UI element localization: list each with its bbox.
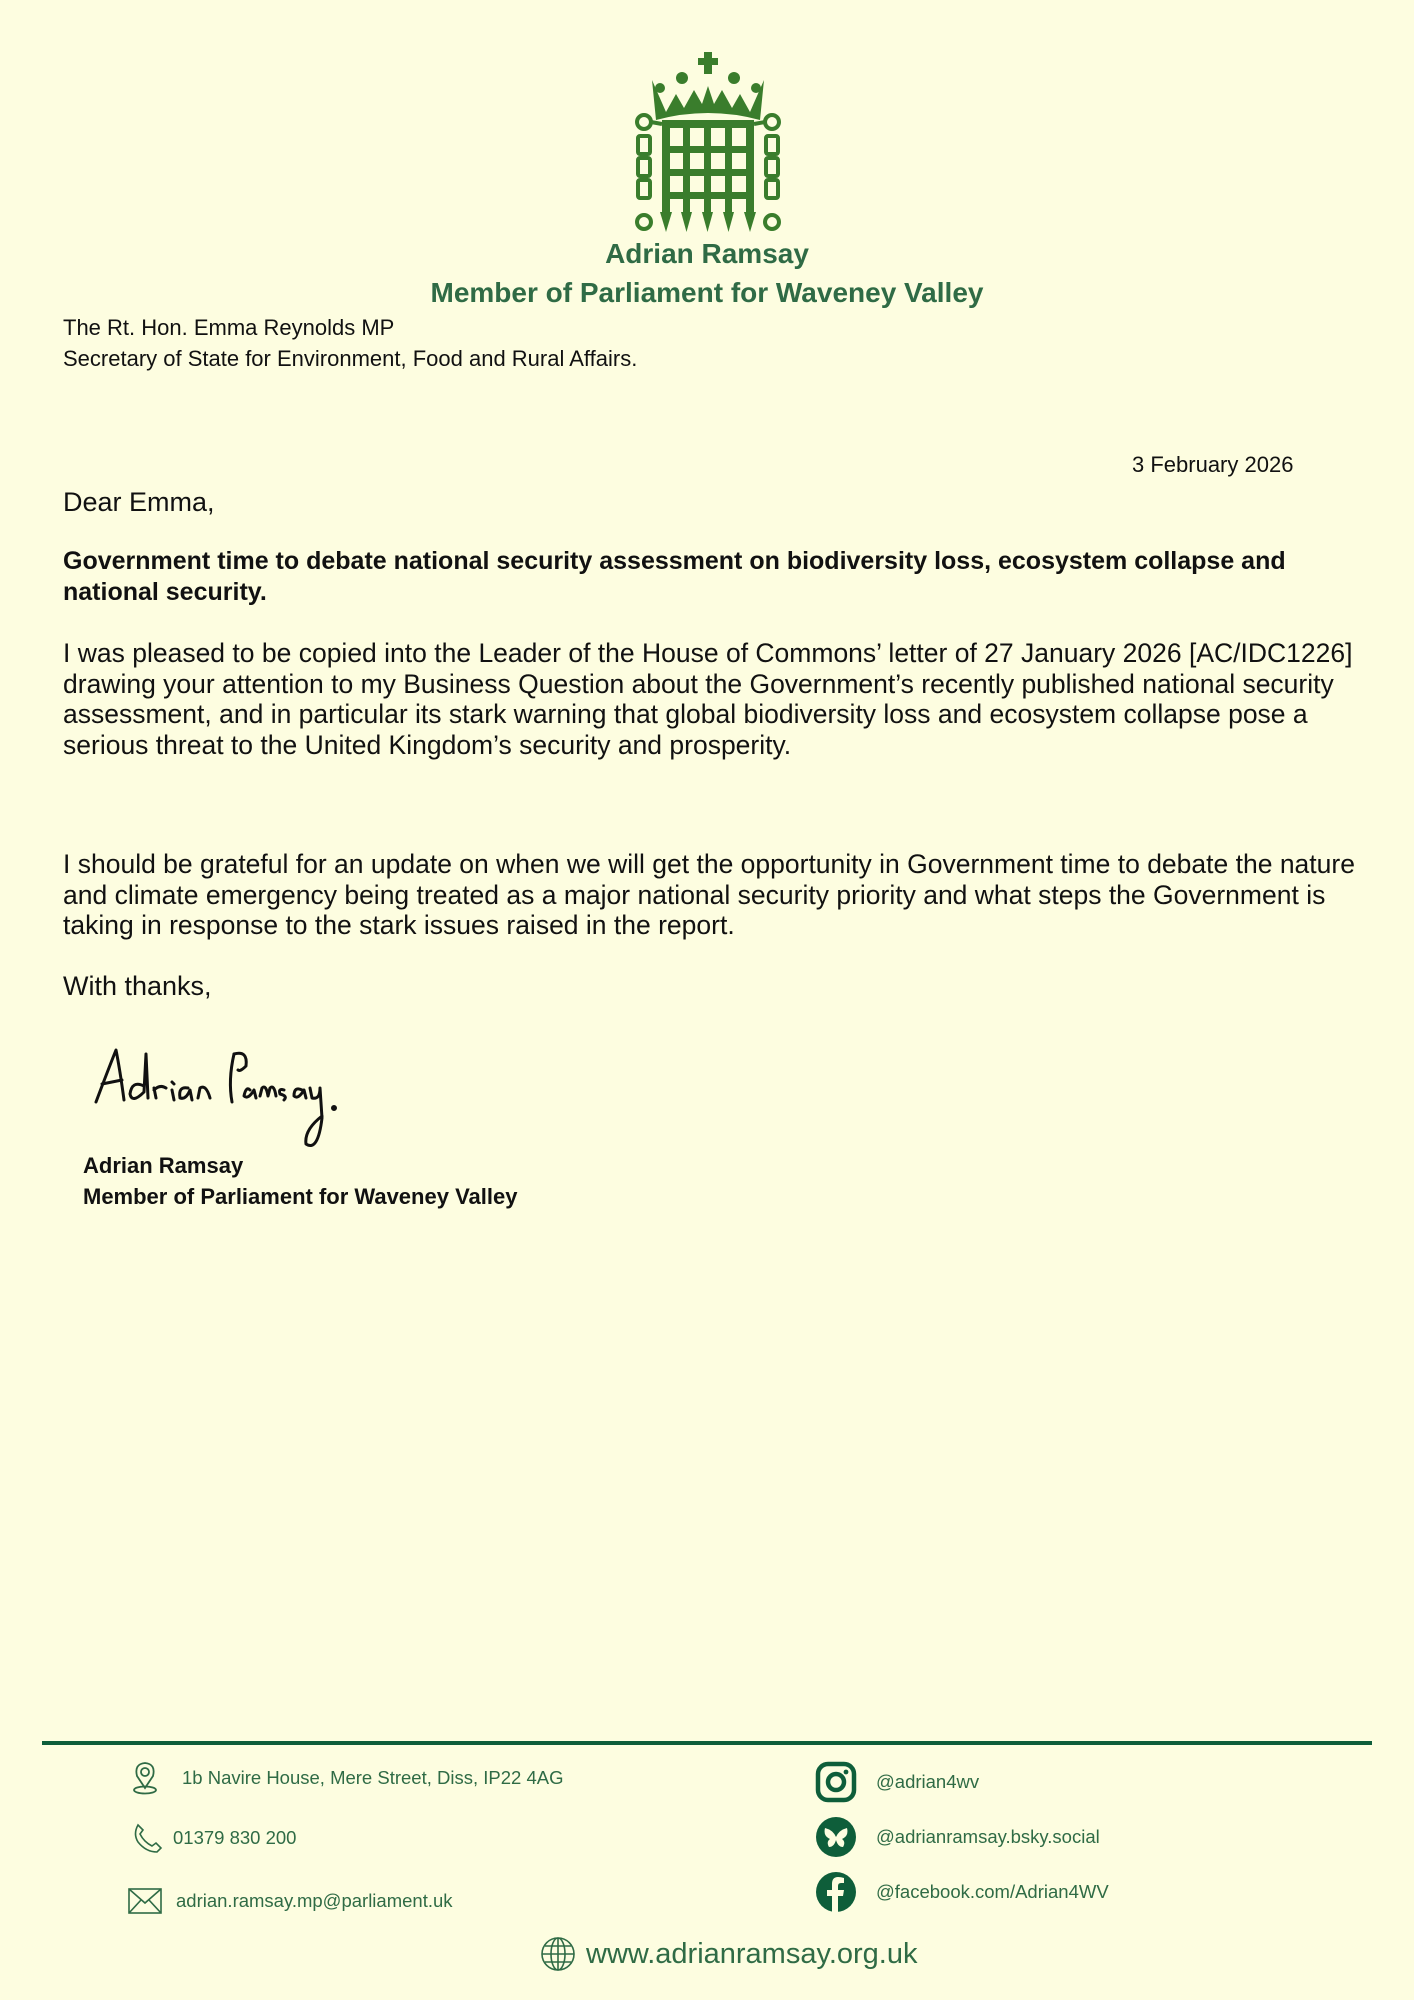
signatory-name: Adrian Ramsay <box>83 1153 244 1178</box>
signatory-title: Member of Parliament for Waveney Valley <box>83 1184 518 1209</box>
letterhead-name: Adrian Ramsay <box>605 238 809 269</box>
phone-text[interactable]: 01379 830 200 <box>173 1827 297 1848</box>
handwritten-signature <box>88 1040 388 1160</box>
subject-line: Government time to debate national security assessment on biodiversity loss, ecosystem collapse and national security. <box>63 547 1286 606</box>
footer-instagram[interactable] <box>815 1761 979 1803</box>
salutation: Dear Emma, <box>63 487 215 517</box>
envelope-icon <box>128 1888 162 1914</box>
footer-website[interactable] <box>540 1936 917 1972</box>
letter-date: 3 February 2026 <box>1132 452 1294 477</box>
globe-icon <box>540 1936 576 1972</box>
phone-icon <box>132 1822 164 1854</box>
recipient-block <box>63 312 637 374</box>
instagram-icon <box>815 1761 857 1803</box>
recipient-name: The Rt. Hon. Emma Reynolds MP <box>63 315 395 340</box>
footer-divider <box>42 1741 1372 1745</box>
body-paragraph-1: I was pleased to be copied into the Leader of the House of Commons’ letter of 27 January 2026 [AC/IDC1226] drawing your attention to my Business Question about the Government’s recently published national security assessment, and in particular its stark warning that global biodiversity loss and ecosystem collapse pose a serious threat to the United Kingdom’s security and prosperity. <box>63 638 1353 760</box>
letterhead-title: Member of Parliament for Waveney Valley <box>430 277 984 308</box>
footer-facebook[interactable] <box>815 1871 1109 1913</box>
footer-bluesky[interactable] <box>815 1816 1100 1858</box>
footer-address <box>130 1760 563 1796</box>
location-pin-icon <box>130 1760 160 1796</box>
footer-phone <box>132 1822 296 1854</box>
portcullis-crest-icon <box>632 50 784 238</box>
website-url[interactable]: www.adrianramsay.org.uk <box>586 1937 918 1970</box>
bluesky-handle[interactable]: @adrianramsay.bsky.social <box>876 1826 1100 1847</box>
signatory-block <box>83 1150 517 1212</box>
facebook-icon <box>815 1871 857 1913</box>
closing: With thanks, <box>63 971 212 1001</box>
recipient-position: Secretary of State for Environment, Food and Rural Affairs. <box>63 346 638 371</box>
email-text[interactable]: adrian.ramsay.mp@parliament.uk <box>176 1890 453 1911</box>
footer-email <box>128 1888 453 1914</box>
body-paragraph-2: I should be grateful for an update on when we will get the opportunity in Government time to debate the nature and climate emergency being treated as a major national security priority and what steps the Government is taking in response to the stark issues raised in the report. <box>63 849 1355 940</box>
address-text: 1b Navire House, Mere Street, Diss, IP22 4AG <box>182 1767 564 1788</box>
instagram-handle[interactable]: @adrian4wv <box>876 1771 980 1792</box>
facebook-handle[interactable]: @facebook.com/Adrian4WV <box>876 1881 1109 1902</box>
bluesky-icon <box>815 1816 857 1858</box>
